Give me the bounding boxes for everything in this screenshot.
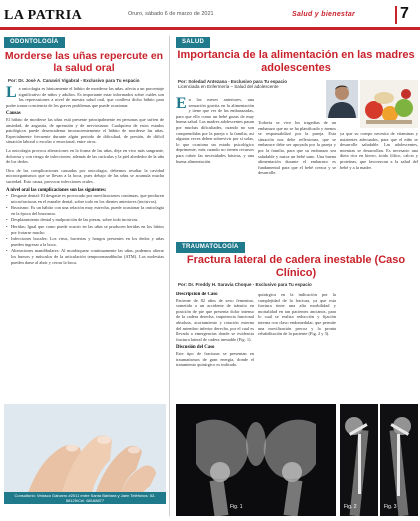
fig-3-label: Fig. 3 <box>384 504 397 510</box>
author-portrait <box>326 80 358 118</box>
page-header <box>0 0 420 30</box>
left-dropcap: L <box>6 86 17 101</box>
top-right-author <box>178 79 318 89</box>
bottom-right-col1b-text: Este tipo de fracturas se presentan en traumatismos de gran energía, donde el tratamiento quirúrgico es indicado. <box>176 350 254 368</box>
bottom-right-author <box>178 282 418 287</box>
page-number: 7 <box>400 5 409 22</box>
bottom-right-headline: Fractura lateral de cadera inestable (Caso Clínico) <box>186 254 406 279</box>
person-icon <box>326 80 358 118</box>
left-article-body <box>6 86 164 402</box>
column-divider <box>169 36 170 516</box>
top-right-col3 <box>340 131 418 243</box>
fig-1-label: Fig. 1 <box>230 504 243 510</box>
top-right-col3-text: ya que su cuerpo necesita de vitaminas y nutrientes adecuados, para que el niño se desarrolle saludable. Las adolescentes, mientras se desarrollan. Es necesario una dieta rica en hierro, ácido fólico, calcio y proteínas, que favorezcan a la salud del bebé y a la madre. <box>340 131 418 170</box>
left-bullet: • Alteraciones mandibulares: Al mordisquear continuamente las uñas, podemos alterar los huesos y músculos de la articulación temporomandibular (ATM). Los molestias pueden darse al abrir y cerrar la boca. <box>6 248 164 265</box>
pelvis-xray-illustration <box>176 404 336 516</box>
left-bullet: • Infecciones bucales: Los virus, bacterias y hongos presentes en los dedos y uñas pueden ingresar a la boca. <box>6 236 164 247</box>
top-right-col1 <box>176 97 254 243</box>
top-right-dropcap: E <box>176 97 187 112</box>
section-tag-traumatologia: TRAUMATOLOGÍA <box>176 242 245 253</box>
left-nivel-title: A nivel oral las complicaciones son las siguientes: <box>6 187 107 193</box>
top-right-col1-para <box>176 97 254 164</box>
xray-figure-1 <box>176 404 336 516</box>
nail-biting-photo <box>4 404 166 504</box>
section-tag-salud: SALUD <box>176 37 210 48</box>
food-photo <box>360 80 418 128</box>
nail-biting-illustration <box>4 404 166 504</box>
food-illustration <box>360 80 418 128</box>
bottom-right-col1 <box>176 292 254 402</box>
bottom-sub-descripcion: Descripción de Caso <box>176 292 218 297</box>
left-author <box>8 78 164 83</box>
page-divider <box>395 6 397 24</box>
left-intro-text: a onicofagia es básicamente el hábito de morderse las uñas, afecta a un porcentaje significativo de niños y adultos. Es importante estar informados sobre cuáles son las repercusiones a nivel de nuestra salud oral, que conlleva dicho hábito para poder tomar conciencia de los graves problemas que puede ocasionar. <box>6 86 164 108</box>
left-causas-2: La onicofagia provoca alteraciones en la forma de las uñas, deja en vivo más sangrante, dolorosa y con riesgo de infecciones; además de las cutículas y la piel alrededor de la uña de los dedos. <box>6 147 164 165</box>
xray-figure-2 <box>340 404 378 516</box>
top-right-col2 <box>258 120 336 243</box>
left-bullet: • Desgaste dental: El desgaste es provocado por movilizaciones continuas, que producen microfracturas en el esmalte dental, sobre todo en los dientes anteriores (incisivos). <box>6 193 164 204</box>
masthead: LA PATRIA <box>4 8 83 23</box>
section-tag-odontologia: ODONTOLOGÍA <box>4 37 65 48</box>
dateline: Oruro, sábado 6 de marzo de 2021 <box>128 11 214 17</box>
bottom-right-author-label: Por: Dr. Freddy H. Saravia Choque - Exclusivo para Tu espacio <box>178 282 312 287</box>
section-title: Salud y bienestar <box>292 11 356 18</box>
left-contact-caption: Consultorio: Velasco Galvarro #2011 entre Santa Bárbara y Jaén Teléfonos: 52-56125/Cel. 68168877 <box>4 492 166 504</box>
top-right-author-sub: Licenciada en Enfermería – Salud del adolescente <box>178 84 279 89</box>
top-right-author-label: Por: Soledad Antezana - Exclusivo para Tu espacio <box>178 79 288 84</box>
hip-xray-illustration <box>340 404 378 516</box>
bottom-sub-discusion: Discusión del Caso <box>176 345 215 351</box>
bottom-right-col1-text: Paciente de 82 años de sexo femenino, sometida a un accidente de tránsito en posición de pie que presenta dolor intenso de la cadera derecha, impotencia funcional absoluta, acortamiento y rotación externa del miembro inferior derecho, por el cual es llevada a emergencias donde se evidencia fractura lateral de cadera inestable (Fig. 1). <box>176 297 254 342</box>
xray-figure-3 <box>380 404 418 516</box>
left-bullet: • Heridas: Igual que como puede ocurrir en las uñas se producen heridas en los labios por frotarse mucho. <box>6 224 164 235</box>
left-bullet: • Bruxismo: Es un hábito con una relación muy estrecha, puede ocasionar la onicofagia en la época del bruxismo. <box>6 205 164 216</box>
bottom-right-col2-text: quirúrgica en la indicación por la complejidad de la fractura, ya que esta fractura tiene una alta morbilidad y mortalidad en tan pacientes ancianos, para lo cual se realiza reducción y fijación interna con clavo endomedular, que permite una movilización precoz y la pronta rehabilitación de la paciente (Fig. 2 y 3). <box>258 292 336 337</box>
left-causas-title: Causas <box>6 111 21 117</box>
left-bullet: • Desplazamiento dental y malposición de las piezas, sobre todo incisivas. <box>6 217 164 223</box>
fig-2-label: Fig. 2 <box>344 504 357 510</box>
left-headline: Morderse las uñas repercute en la salud oral <box>4 50 164 74</box>
bottom-right-col2 <box>258 292 336 402</box>
hip-xray-illustration <box>380 404 418 516</box>
left-causas-3: Otra de las complicaciones causadas por onicofagia, debemos resaltar la cavidad microorganismos que se llevan a la boca, pues debajo de las uñas se acumula mucha suciedad. Esto causa, provocar infecciones orales. <box>6 167 164 184</box>
top-right-col1-text: n los meses anteriores, una sensación gravita en la alimentación y tiene que ver de las embarazadas, para que ello como un bebé gozas de muy buena salud. Las madres adolescentes pasan por muchas dificultades, cuando no son comprendidas por la pareja o la familia, así algunas veces deben sobrevivir por sí solas, lo que ocasiona un estado psicológico deprimente, más cuando no tienen recursos para cubrir las necesidades básicas, y una buena alimentación. <box>176 97 254 164</box>
left-author-label: Por: Dr. José A. Canaviri Vigabral - Exclusivo para Tu espacio <box>8 78 140 83</box>
left-causas-1: El hábito de morderse las uñas está presente principalmente en personas que sufren de ansiedad, de angustia, de aprensión y de nerviosismo. Cualquiera de estos estados patológicos puede desencadenar inconscientemente el hábito de morderse las uñas. Especialmente frecuente durante algún periodo de dificultad, de presión, de difícil situación laboral o escolar o emocional, entre otros. <box>6 116 164 145</box>
top-right-col2-text: Todavía se vive los tragedias de un embarazo que no se ha planificado y menos se responsabilizó por la pareja. Esta situación nos debe reflexionar, que se embarace debe ser apoyada por la pareja y por la familia, para que su embarazo sea saludable y nazca un bebé sano. Una buena alimentación durante el embarazo es fundamental para que el bebé crezca y se desarrolle. <box>258 120 336 176</box>
left-intro <box>6 86 164 108</box>
top-right-headline: Importancia de la alimentación en las madres adolescentes <box>177 49 415 74</box>
